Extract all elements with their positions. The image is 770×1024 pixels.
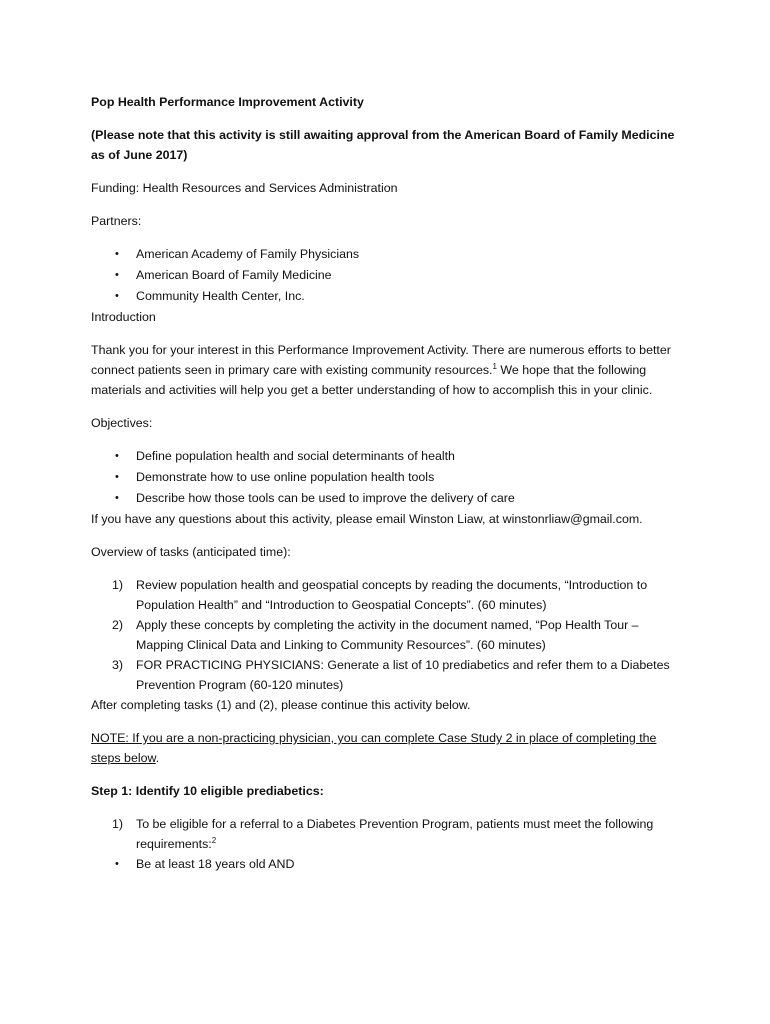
- list-item: [91, 615, 681, 655]
- list-item: [91, 575, 681, 615]
- partners-list: [91, 244, 681, 307]
- document-title: Pop Health Performance Improvement Activity: [91, 95, 364, 109]
- list-number: 2): [112, 618, 124, 632]
- partners-label: Partners:: [91, 214, 142, 228]
- introduction-paragraph: [91, 340, 681, 400]
- step1-list: [91, 814, 681, 854]
- funding-line: Funding: Health Resources and Services Administration: [91, 181, 398, 195]
- bullet-icon: •: [115, 290, 119, 302]
- task-text: Apply these concepts by completing the activity in the document named, “Pop Health Tour – Mapping Clinical Data and Linking to Community Resources”. (60 minutes): [136, 618, 639, 652]
- task-text: FOR PRACTICING PHYSICIANS: Generate a list of 10 prediabetics and refer them to a Diabetes Prevention Program (60-120 minutes): [136, 658, 670, 692]
- document-page: [91, 92, 681, 875]
- footnote-ref: 2: [211, 835, 217, 845]
- list-number: 3): [112, 658, 124, 672]
- list-number: 1): [112, 817, 124, 831]
- partner-name: American Board of Family Medicine: [136, 268, 332, 282]
- bullet-icon: •: [115, 450, 119, 462]
- objectives-label: Objectives:: [91, 416, 153, 430]
- bullet-icon: •: [115, 492, 119, 504]
- list-item: [91, 286, 681, 307]
- list-number: 1): [112, 578, 124, 592]
- list-item: [91, 467, 681, 488]
- objective-text: Describe how those tools can be used to improve the delivery of care: [136, 491, 515, 505]
- introduction-text: Thank you for your interest in this Performance Improvement Activity. There are numerous efforts to better connect patients seen in primary care with existing community resources.: [91, 343, 671, 377]
- task-text: Review population health and geospatial concepts by reading the documents, “Introduction to Population Health” and “Introduction to Geospatial Concepts”. (60 minutes): [136, 578, 648, 612]
- objective-text: Demonstrate how to use online population health tools: [136, 470, 435, 484]
- overview-label: Overview of tasks (anticipated time):: [91, 545, 291, 559]
- partner-name: American Academy of Family Physicians: [136, 247, 360, 261]
- list-item: [91, 655, 681, 695]
- list-item: [91, 446, 681, 467]
- partner-name: Community Health Center, Inc.: [136, 289, 305, 303]
- tasks-list: [91, 575, 681, 695]
- after-tasks-paragraph: After completing tasks (1) and (2), please continue this activity below.: [91, 698, 471, 712]
- list-item: [91, 244, 681, 265]
- list-item: [91, 488, 681, 509]
- footnote-ref: 1: [492, 361, 497, 371]
- introduction-text-continued: We hope that the following materials and activities will help you get a better understanding of how to accomplish this in your clinic.: [91, 363, 653, 397]
- introduction-heading: Introduction: [91, 310, 156, 324]
- list-item: [91, 854, 681, 875]
- note-paragraph: [91, 728, 681, 768]
- step1-bullets: [91, 854, 681, 875]
- bullet-icon: •: [115, 269, 119, 281]
- bullet-icon: •: [115, 471, 119, 483]
- list-item: [91, 814, 681, 854]
- list-item: [91, 265, 681, 286]
- step1-requirement-text: To be eligible for a referral to a Diabetes Prevention Program, patients must meet the following requirements:: [136, 817, 654, 851]
- bullet-icon: •: [115, 248, 119, 260]
- step1-heading: Step 1: Identify 10 eligible prediabetics:: [91, 784, 324, 798]
- objective-text: Define population health and social determinants of health: [136, 449, 455, 463]
- objectives-list: [91, 446, 681, 509]
- bullet-icon: •: [115, 858, 119, 870]
- requirement-text: Be at least 18 years old AND: [136, 857, 295, 871]
- note-text: NOTE: If you are a non-practicing physician, you can complete Case Study 2 in place of completing the steps below: [91, 731, 657, 765]
- contact-paragraph: If you have any questions about this activity, please email Winston Liaw, at winstonrliaw@gmail.com.: [91, 512, 643, 526]
- approval-note: (Please note that this activity is still awaiting approval from the American Board of Family Medicine as of June 2017): [91, 128, 675, 162]
- note-period: .: [155, 751, 160, 765]
